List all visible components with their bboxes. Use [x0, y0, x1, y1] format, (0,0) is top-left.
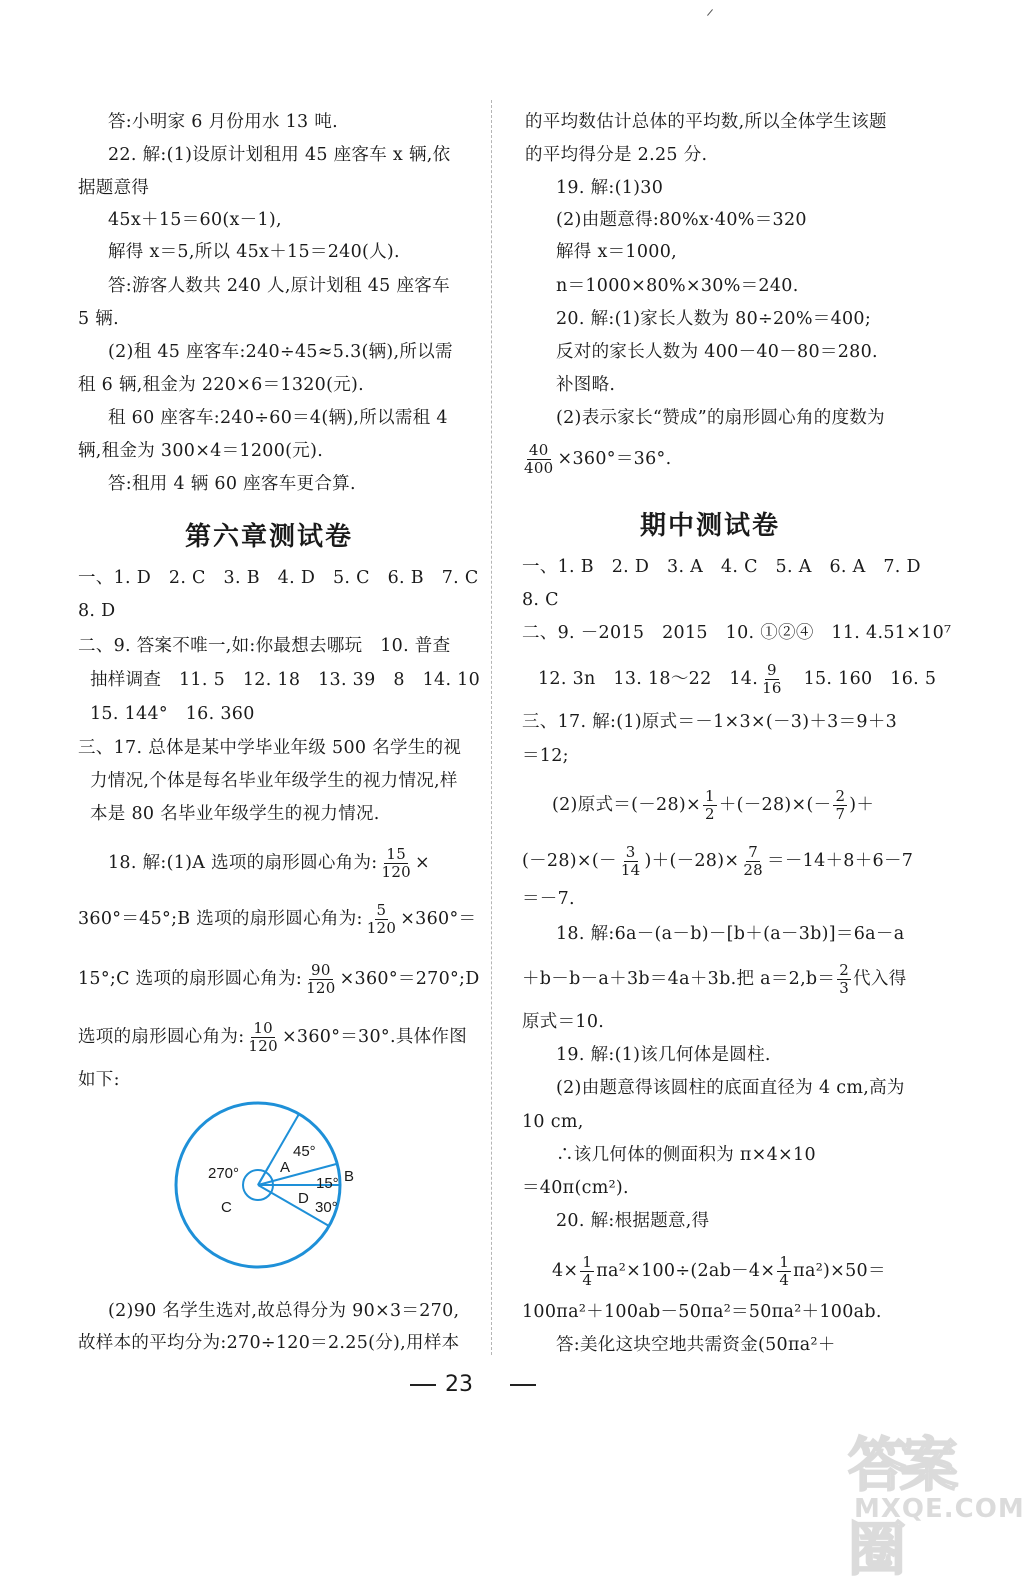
page-number-dash [410, 1384, 436, 1386]
formula-line: (－28)×(－ $\frac{3}{14}$ )＋(－28)× $\frac{7}{28}$ ＝－14＋8＋6－7 [522, 843, 914, 879]
formula-line: $\frac{40}{400}$ ×360°＝36°. [524, 441, 672, 477]
fraction: $\frac{40}{400}$ [524, 441, 554, 477]
text-line: 22. 解:(1)设原计划租用 45 座客车 x 辆,依 [108, 145, 451, 165]
formula-line: 360°＝45°;B 选项的扇形圆心角为: $\frac{5}{120}$ ×360°＝ [78, 901, 477, 937]
text-line: 故样本的平均分为:270÷120＝2.25(分),用样本 [78, 1333, 460, 1353]
text-line: 租 6 辆,租金为 220×6＝1320(元). [78, 375, 365, 395]
text-line: ∴该几何体的侧面积为 π×4×10 [556, 1145, 816, 1165]
pie-label-b: B [344, 1168, 355, 1185]
pie-label-a-angle: 45° [293, 1143, 316, 1160]
formula-line: 15°;C 选项的扇形圆心角为: $\frac{90}{120}$ ×360°＝270°;D [78, 961, 480, 997]
text-line: 解得 x＝5,所以 45x＋15＝240(人). [108, 242, 400, 262]
fraction: $\frac{90}{120}$ [306, 961, 336, 997]
text-line: 答:美化这块空地共需资金(50πa²＋ [556, 1335, 836, 1355]
fraction: $\frac{9}{16}$ [762, 661, 782, 697]
answer-line: 12. 3n 13. 18～22 14. $\frac{9}{16}$ 15. 160 16. 5 [538, 661, 937, 697]
fraction: $\frac{3}{14}$ [620, 843, 641, 879]
text-line: (2)租 45 座客车:240÷45≈5.3(辆),所以需 [108, 342, 453, 362]
scan-mark [707, 9, 713, 16]
pie-label-a: A [280, 1159, 291, 1176]
text-line: ＝40π(cm²). [522, 1178, 629, 1198]
text-line: 三、17. 解:(1)原式＝－1×3×(－3)＋3＝9＋3 [522, 712, 898, 732]
text-line: (2)90 名学生选对,故总得分为 90×3＝270, [108, 1301, 460, 1321]
text-line: 45x＋15＝60(x－1), [108, 210, 282, 230]
fraction: $\frac{10}{120}$ [248, 1019, 278, 1055]
pie-label-c-angle: 270° [208, 1165, 240, 1182]
text-line: 20. 解:根据题意,得 [556, 1211, 710, 1231]
answer-line: 15. 144° 16. 360 [90, 704, 255, 724]
text-line: 10 cm, [522, 1112, 584, 1132]
section-heading: 期中测试卷 [640, 511, 781, 541]
section-heading: 第六章测试卷 [185, 522, 354, 552]
text-line: 解得 x＝1000, [556, 242, 678, 262]
fraction: $\frac{7}{28}$ [743, 843, 764, 879]
answer-line: 二、9. 答案不唯一,如:你最想去哪玩 10. 普查 [78, 636, 451, 656]
text-line: ＝－7. [522, 889, 575, 909]
text-line: n＝1000×80%×30%＝240. [556, 276, 799, 296]
text-line: 辆,租金为 300×4＝1200(元). [78, 441, 324, 461]
text-line: 20. 解:(1)家长人数为 80÷20%＝400; [556, 309, 872, 329]
pie-diagram [170, 1095, 355, 1275]
text-line: 100πa²＋100ab－50πa²＝50πa²＋100ab. [522, 1302, 882, 1322]
text-line: 反对的家长人数为 400－40－80＝280. [556, 342, 878, 362]
text-line: 答:游客人数共 240 人,原计划租 45 座客车 [108, 276, 450, 296]
pie-label-c: C [221, 1199, 232, 1216]
text-line: 本是 80 名毕业年级学生的视力情况. [90, 804, 380, 824]
fraction: $\frac{2}{3}$ [839, 961, 850, 997]
column-divider [491, 100, 493, 1355]
fraction: $\frac{1}{4}$ [582, 1253, 593, 1289]
formula-line: (2)原式＝(－28)× $\frac{1}{2}$ ＋(－28)×(－ $\frac{2}{7}$ )＋ [552, 787, 875, 823]
pie-label-b-angle: 15° [316, 1175, 339, 1192]
watermark-url: MXQE.COM [854, 1494, 1025, 1524]
text-line: 答:租用 4 辆 60 座客车更合算. [108, 474, 356, 494]
text-line: 原式＝10. [522, 1012, 605, 1032]
fraction: $\frac{1}{4}$ [779, 1253, 790, 1289]
text-line: 据题意得 [78, 178, 150, 198]
text-line: 力情况,个体是每名毕业年级学生的视力情况,样 [90, 771, 458, 791]
fraction: $\frac{2}{7}$ [835, 787, 846, 823]
text-line: 19. 解:(1)该几何体是圆柱. [556, 1045, 771, 1065]
text-line: 答:小明家 6 月份用水 13 吨. [108, 112, 339, 132]
formula-line: 18. 解:(1)A 选项的扇形圆心角为: $\frac{15}{120}$ × [108, 845, 430, 881]
formula-line: 4× $\frac{1}{4}$ πa²×100÷(2ab－4× $\frac{1}{4}$ πa²)×50＝ [552, 1253, 886, 1289]
text-line: 租 60 座客车:240÷60＝4(辆),所以需租 4 [108, 408, 448, 428]
text-line: 的平均数估计总体的平均数,所以全体学生该题 [525, 112, 887, 132]
text-line: (2)由题意得:80%x·40%＝320 [556, 210, 807, 230]
text-line: (2)表示家长“赞成”的扇形圆心角的度数为 [556, 408, 885, 428]
text-line: 三、17. 总体是某中学毕业年级 500 名学生的视 [78, 738, 462, 758]
text-line: 18. 解:6a－(a－b)－[b＋(a－3b)]＝6a－a [556, 924, 905, 944]
text-line: 如下: [78, 1070, 120, 1090]
fraction: $\frac{5}{120}$ [366, 901, 397, 937]
answer-line: 8. C [522, 590, 559, 610]
text-line: ＝12; [522, 746, 569, 766]
answer-line: 8. D [78, 601, 116, 621]
text-line: 的平均得分是 2.25 分. [525, 145, 708, 165]
answer-line: 二、9. －2015 2015 10. ①②④ 11. 4.51×10⁷ [522, 623, 952, 643]
formula-line: ＋b－b－a＋3b＝4a＋3b.把 a＝2,b＝ $\frac{2}{3}$ 代入得 [522, 961, 907, 997]
pie-label-d-angle: 30° [315, 1199, 338, 1216]
fraction: $\frac{15}{120}$ [381, 845, 412, 881]
page-number-dash [510, 1384, 536, 1386]
pie-label-d: D [298, 1190, 309, 1207]
text-line: (2)由题意得该圆柱的底面直径为 4 cm,高为 [556, 1078, 905, 1098]
answer-line: 抽样调查 11. 5 12. 18 13. 39 8 14. 10 [90, 670, 481, 690]
fraction: $\frac{1}{2}$ [704, 787, 715, 823]
watermark-chars: 答案圈 [848, 1431, 953, 1583]
page-number: 23 [445, 1372, 473, 1397]
text-line: 19. 解:(1)30 [556, 178, 664, 198]
formula-line: 选项的扇形圆心角为: $\frac{10}{120}$ ×360°＝30°.具体作图 [78, 1019, 468, 1055]
text-line: 补图略. [556, 375, 616, 395]
text-line: 5 辆. [78, 309, 119, 329]
watermark-logo [848, 1418, 1025, 1583]
answer-line: 一、1. D 2. C 3. B 4. D 5. C 6. B 7. C [78, 568, 479, 588]
answer-line: 一、1. B 2. D 3. A 4. C 5. A 6. A 7. D [522, 557, 921, 577]
